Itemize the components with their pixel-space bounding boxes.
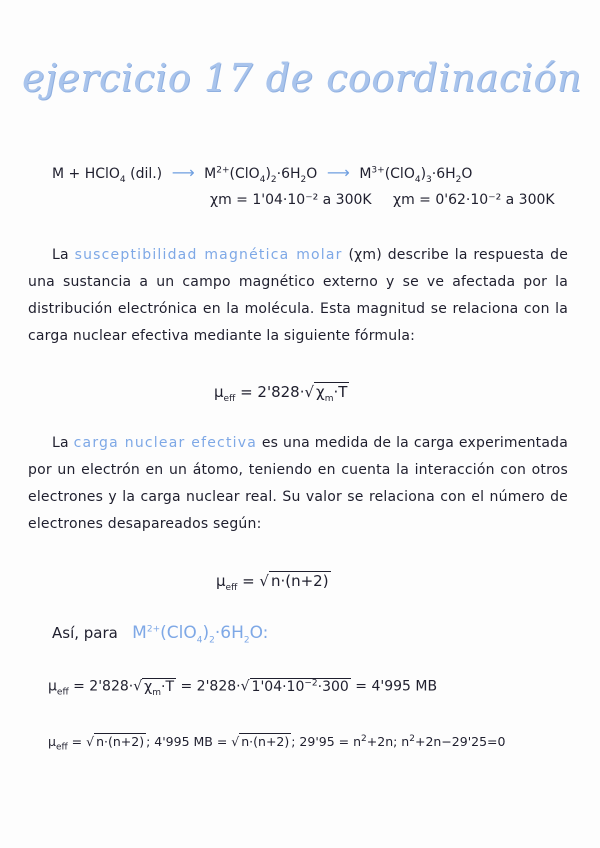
formula-mueff-chi: $\mu_{eff} = 2'828\cdot√$ $\chi_m\cdot T$	[214, 383, 348, 404]
page-title: ejercicio 17 de coordinación	[22, 56, 582, 100]
paragraph-effective-charge	[28, 430, 568, 538]
arrow-icon: ⟶	[166, 163, 200, 182]
reaction-equation	[52, 163, 472, 185]
reactants: M + HClO$_4$ (dil.)	[52, 166, 163, 185]
calculation-1: $\mu_{eff} = 2'828\cdot√$ $\chi_m\cdot T = 2'828\cdot√$ $1'04\cdot 10^{-2}\cdot 300 = 4'995$ MB	[48, 678, 438, 698]
para2-highlight: carga nuclear efectiva	[73, 435, 257, 451]
para1-symbol: (χm)	[348, 247, 382, 263]
product-m2: $M^{2+}(ClO_4)_2\cdot 6H_2O$	[204, 165, 318, 185]
para1-lead: La	[52, 247, 69, 263]
para2-text: es una medida de la carga experimentada por un electrón en un átomo, teniendo en cuenta la interacción con otros electrones y la carga nuclear real. Su valor se relaciona con el número de electrones desapareados según:	[28, 435, 568, 532]
calculation-2: $\mu_{eff}$ = √ n·(n+2) ; 4'995 MB = √ n·(n+2) ; $29'95 = n^2+2n$; $n^2+2n-29'25=0$	[48, 734, 506, 753]
asi-lead: Así, para	[52, 624, 118, 642]
chi-value-1: χm = 1'04·10⁻² a 300K	[210, 192, 372, 208]
formula-mueff-n: $\mu_{eff}$ = √ n·(n+2)	[216, 572, 329, 593]
asi-para-line	[52, 623, 268, 645]
para1-text: describe la respuesta de una sustancia a un campo magnético externo y se ve afectada por la distribución electrónica en la molécula. Esta magnitud se relaciona con la carga nuclear efectiva mediante la siguiente fórmula:	[28, 247, 569, 344]
product-m3: $M^{3+}(ClO_4)_3\cdot 6H_2O$	[359, 165, 473, 185]
para2-lead: La	[52, 435, 69, 451]
para1-highlight: susceptibilidad magnética molar	[74, 247, 343, 263]
asi-compound: $M^{2+}(ClO_4)_2\cdot 6H_2O$:	[132, 623, 269, 646]
arrow-icon: ⟶	[321, 163, 355, 182]
paragraph-susceptibility	[28, 242, 568, 350]
chi-value-2: χm = 0'62·10⁻² a 300K	[393, 192, 555, 208]
